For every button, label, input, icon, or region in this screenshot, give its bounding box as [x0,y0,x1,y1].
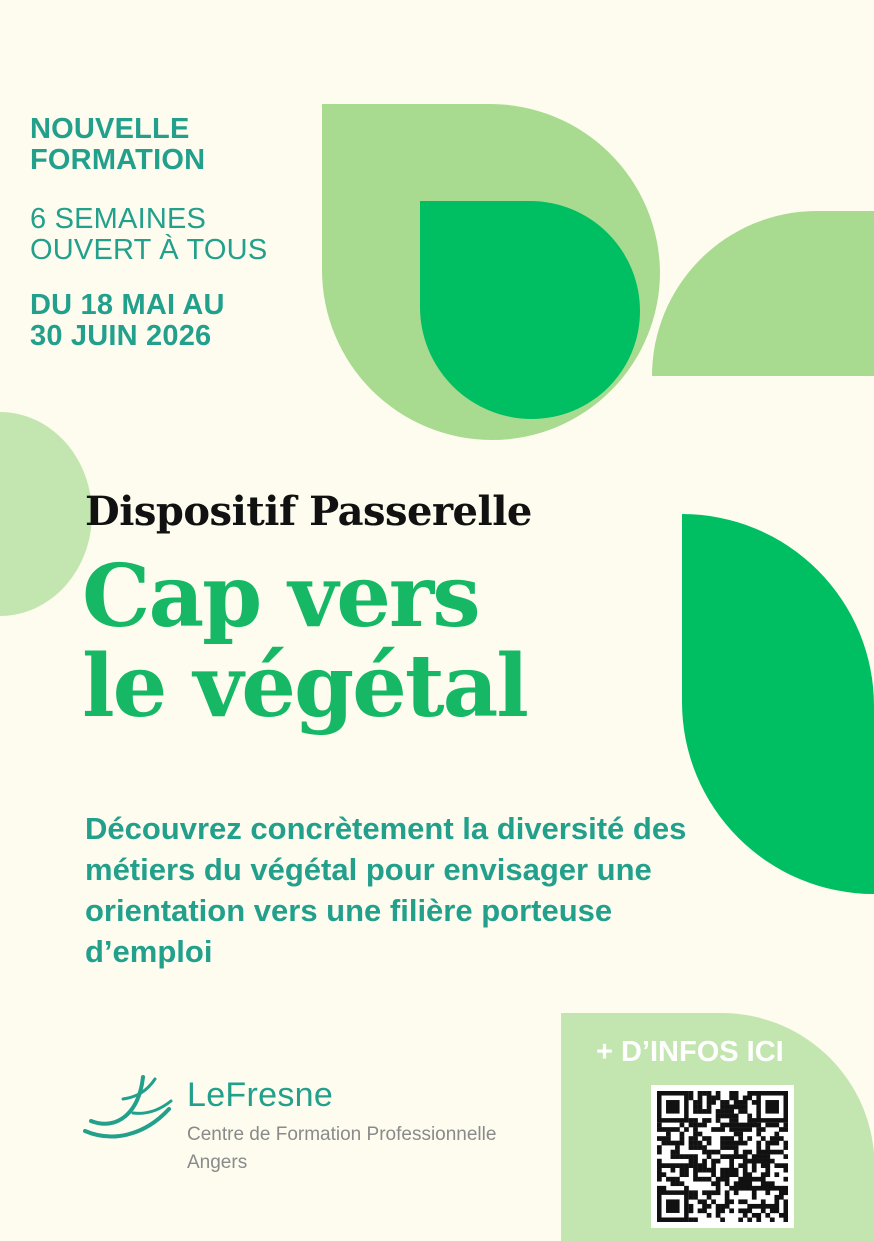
course-info [30,114,267,352]
title-line-1: Cap vers [82,546,479,647]
dates-line-1: DU 18 MAI AU [30,289,225,321]
title-line-2: le végétal [82,636,527,737]
logo-name: LeFresne [187,1076,334,1114]
description-text: Découvrez concrètement la diversité des métiers du végétal pour envisager une orientation vers une filière porteuse d’emploi [85,811,687,969]
decorative-half-circle-left [0,412,92,616]
announcement-line-2: FORMATION [30,144,206,176]
logo-subtitle: Centre de Formation Professionnelle [187,1124,497,1145]
audience-text: OUVERT À TOUS [30,234,268,266]
qr-code-icon[interactable] [651,1085,794,1228]
decorative-leaf-right [652,211,874,376]
announcement-line-1: NOUVELLE [30,113,190,145]
dates-line-2: 30 JUIN 2026 [30,320,212,352]
page-title [82,546,527,737]
program-subtitle: Dispositif Passerelle [85,488,532,535]
decorative-leaf-inner [420,201,640,419]
more-info-label: + D’INFOS ICI [596,1036,784,1068]
lefresne-logo-icon [83,1073,175,1145]
logo-city: Angers [187,1152,248,1173]
duration-text: 6 SEMAINES [30,203,207,235]
